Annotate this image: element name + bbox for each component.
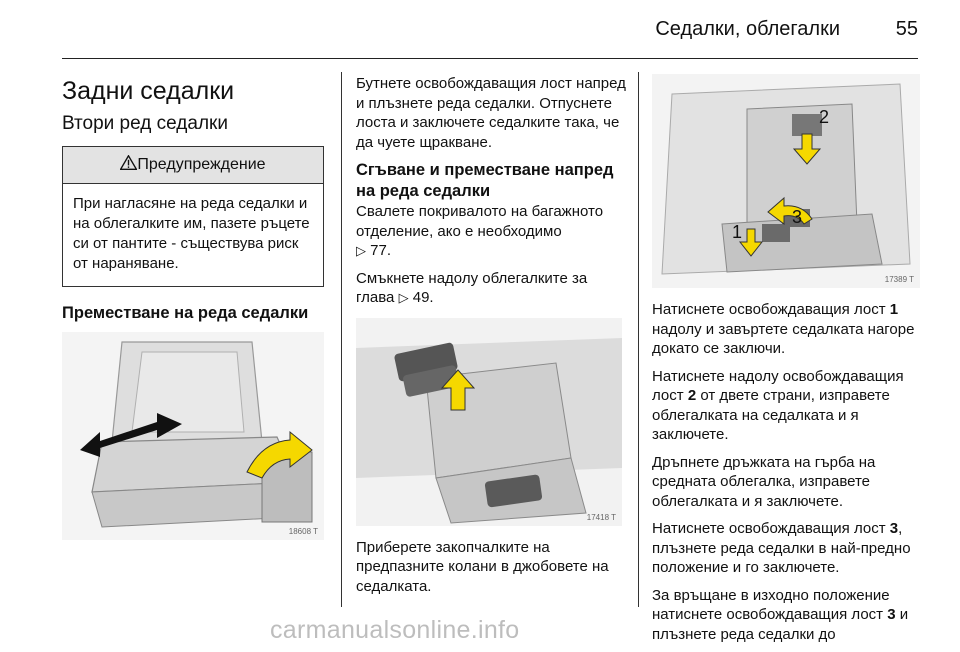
warning-header <box>63 147 323 184</box>
column-middle <box>356 70 626 604</box>
column-divider <box>341 72 342 607</box>
figure-seat-belts <box>356 318 622 526</box>
step-2: Натиснете надолу освобождаващия лост 2 от двете страни, изправете облегалката на седалката и я заключете. <box>652 367 904 443</box>
step-4: Натиснете освобождаващия лост 3, плъзнете реда седалки в най-предно положение и го заключете. <box>652 520 911 576</box>
figure-move-seat <box>62 332 324 540</box>
buckle-illustration <box>356 318 622 526</box>
figure-fold-seat <box>652 74 920 288</box>
warning-heading: Предупреждение <box>137 156 266 173</box>
intro-text: Бутнете освобождаващия лост напред и плъзнете реда седалки. Отпуснете лоста и заключете седалките така, че да чуете щракване. <box>356 75 626 151</box>
lever-number: 3 <box>889 520 899 537</box>
column-right <box>652 70 922 652</box>
subsection-title: Втори ред седалки <box>62 113 228 134</box>
buckles-instruction: Приберете закопчалките на предпазните колани в джобовете на седалката. <box>356 538 609 595</box>
figure-label-2: 2 <box>819 107 830 127</box>
warning-text: При нагласяне на реда седалки и на облегалките им, пазете ръцете си от пантите - съществува риск от нараняване. <box>73 195 310 272</box>
lever-number: 3 <box>887 606 896 623</box>
headrest-page-ref: 49. <box>412 289 434 306</box>
figure-code: 17389 T <box>884 275 914 284</box>
column-divider <box>638 72 639 607</box>
warning-box <box>62 146 324 287</box>
figure-label-1: 1 <box>732 222 743 242</box>
headrest-instruction: Смъкнете надолу облегалките за глава ▷ 49. <box>356 269 588 306</box>
cover-instruction: Свалете покривалото на багажното отделение, ако е необходимо ▷ 77. <box>356 203 604 259</box>
fold-heading: Сгъване и преместване напред на реда седалки <box>356 161 614 200</box>
figure-label-3: 3 <box>792 207 803 227</box>
page-ref-icon: ▷ <box>398 290 409 305</box>
fold-illustration <box>652 74 920 288</box>
page-number: 55 <box>895 18 918 40</box>
warning-triangle-icon <box>120 155 137 170</box>
column-left <box>62 70 324 540</box>
seat-slide-illustration <box>62 332 324 540</box>
step-1: Натиснете освобождаващия лост 1 надолу и завъртете седалката нагоре докато се заключи. <box>652 301 915 357</box>
step-3: Дръпнете дръжката на гърба на средната облегалка, изправете облегалката и я заключете. <box>652 453 876 510</box>
step-5: За връщане в изходно положение натиснете освобождаващия лост 3 и плъзнете реда седалки до <box>652 586 909 643</box>
page-title: Седалки, облегалки <box>655 18 840 40</box>
section-title: Задни седалки <box>62 77 235 105</box>
move-row-heading: Преместване на реда седалки <box>62 304 309 322</box>
figure-code: 17418 T <box>586 512 616 522</box>
lever-number: 2 <box>687 387 697 404</box>
lever-number: 1 <box>889 301 899 318</box>
cover-page-ref: 77. <box>370 242 392 259</box>
page-ref-icon: ▷ <box>356 243 366 258</box>
header-rule <box>62 58 918 59</box>
page-header <box>0 0 960 60</box>
watermark: carmanualsonline.info <box>270 616 520 644</box>
figure-code: 18608 T <box>288 527 318 536</box>
